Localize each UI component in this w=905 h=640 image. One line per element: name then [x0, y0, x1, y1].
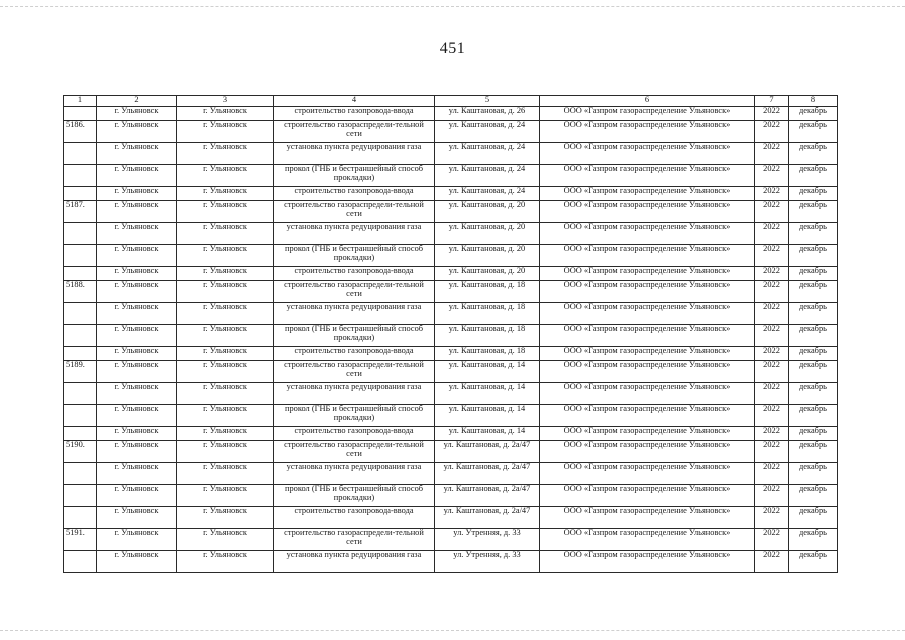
row-number-cell: 5189.: [64, 361, 97, 383]
municipality-cell: г. Ульяновск: [97, 427, 177, 441]
year-cell: 2022: [755, 303, 789, 325]
settlement-cell: г. Ульяновск: [177, 165, 274, 187]
row-number-cell: [64, 347, 97, 361]
organization-cell: ООО «Газпром газораспределение Ульяновск»: [540, 383, 755, 405]
row-number-cell: [64, 187, 97, 201]
table-row: [64, 463, 838, 485]
address-cell: ул. Каштановая, д. 18: [435, 303, 540, 325]
row-number-cell: 5187.: [64, 201, 97, 223]
address-cell: ул. Каштановая, д. 14: [435, 405, 540, 427]
work-type-cell: строительство газопровода-ввода: [274, 427, 435, 441]
address-cell: ул. Каштановая, д. 20: [435, 201, 540, 223]
municipality-cell: г. Ульяновск: [97, 551, 177, 573]
municipality-cell: г. Ульяновск: [97, 325, 177, 347]
municipality-cell: г. Ульяновск: [97, 303, 177, 325]
settlement-cell: г. Ульяновск: [177, 325, 274, 347]
address-cell: ул. Каштановая, д. 24: [435, 187, 540, 201]
month-cell: декабрь: [789, 383, 838, 405]
header-row: [64, 96, 838, 107]
settlement-cell: г. Ульяновск: [177, 427, 274, 441]
year-cell: 2022: [755, 529, 789, 551]
year-cell: 2022: [755, 361, 789, 383]
address-cell: ул. Каштановая, д. 18: [435, 325, 540, 347]
table-row: [64, 347, 838, 361]
month-cell: декабрь: [789, 507, 838, 529]
settlement-cell: г. Ульяновск: [177, 551, 274, 573]
table-row: [64, 143, 838, 165]
month-cell: декабрь: [789, 223, 838, 245]
table-row: [64, 405, 838, 427]
month-cell: декабрь: [789, 245, 838, 267]
header-cell-3: 3: [177, 96, 274, 107]
organization-cell: ООО «Газпром газораспределение Ульяновск»: [540, 463, 755, 485]
work-type-cell: установка пункта редуцирования газа: [274, 303, 435, 325]
row-number-cell: [64, 507, 97, 529]
row-number-cell: [64, 383, 97, 405]
year-cell: 2022: [755, 201, 789, 223]
year-cell: 2022: [755, 485, 789, 507]
organization-cell: ООО «Газпром газораспределение Ульяновск»: [540, 303, 755, 325]
row-number-cell: [64, 485, 97, 507]
municipality-cell: г. Ульяновск: [97, 201, 177, 223]
address-cell: ул. Утренняя, д. 33: [435, 551, 540, 573]
work-type-cell: установка пункта редуцирования газа: [274, 383, 435, 405]
table-row: [64, 361, 838, 383]
municipality-cell: г. Ульяновск: [97, 223, 177, 245]
settlement-cell: г. Ульяновск: [177, 223, 274, 245]
year-cell: 2022: [755, 441, 789, 463]
settlement-cell: г. Ульяновск: [177, 507, 274, 529]
table-row: [64, 507, 838, 529]
settlement-cell: г. Ульяновск: [177, 143, 274, 165]
settlement-cell: г. Ульяновск: [177, 201, 274, 223]
organization-cell: ООО «Газпром газораспределение Ульяновск»: [540, 507, 755, 529]
settlement-cell: г. Ульяновск: [177, 121, 274, 143]
work-type-cell: строительство газораспредели-тельной сети: [274, 529, 435, 551]
row-number-cell: [64, 303, 97, 325]
row-number-cell: [64, 245, 97, 267]
work-type-cell: прокол (ГНБ и бестраншейный способ прокладки): [274, 325, 435, 347]
organization-cell: ООО «Газпром газораспределение Ульяновск»: [540, 325, 755, 347]
row-number-cell: [64, 107, 97, 121]
year-cell: 2022: [755, 245, 789, 267]
month-cell: декабрь: [789, 427, 838, 441]
month-cell: декабрь: [789, 267, 838, 281]
municipality-cell: г. Ульяновск: [97, 463, 177, 485]
table-row: [64, 245, 838, 267]
scan-edge-bottom: [0, 630, 905, 632]
month-cell: декабрь: [789, 107, 838, 121]
year-cell: 2022: [755, 463, 789, 485]
address-cell: ул. Каштановая, д. 14: [435, 383, 540, 405]
month-cell: декабрь: [789, 187, 838, 201]
municipality-cell: г. Ульяновск: [97, 245, 177, 267]
work-type-cell: строительство газораспредели-тельной сети: [274, 281, 435, 303]
table-row: [64, 529, 838, 551]
settlement-cell: г. Ульяновск: [177, 441, 274, 463]
work-type-cell: установка пункта редуцирования газа: [274, 143, 435, 165]
address-cell: ул. Каштановая, д. 26: [435, 107, 540, 121]
month-cell: декабрь: [789, 143, 838, 165]
row-number-cell: 5186.: [64, 121, 97, 143]
settlement-cell: г. Ульяновск: [177, 245, 274, 267]
work-type-cell: строительство газораспредели-тельной сети: [274, 361, 435, 383]
organization-cell: ООО «Газпром газораспределение Ульяновск»: [540, 121, 755, 143]
row-number-cell: [64, 405, 97, 427]
header-cell-8: 8: [789, 96, 838, 107]
table-row: [64, 551, 838, 573]
header-cell-6: 6: [540, 96, 755, 107]
settlement-cell: г. Ульяновск: [177, 267, 274, 281]
organization-cell: ООО «Газпром газораспределение Ульяновск»: [540, 361, 755, 383]
row-number-cell: [64, 143, 97, 165]
organization-cell: ООО «Газпром газораспределение Ульяновск»: [540, 405, 755, 427]
settlement-cell: г. Ульяновск: [177, 529, 274, 551]
table-row: [64, 165, 838, 187]
year-cell: 2022: [755, 507, 789, 529]
address-cell: ул. Каштановая, д. 24: [435, 121, 540, 143]
table-row: [64, 223, 838, 245]
year-cell: 2022: [755, 121, 789, 143]
table-row: [64, 121, 838, 143]
month-cell: декабрь: [789, 361, 838, 383]
work-type-cell: прокол (ГНБ и бестраншейный способ прокладки): [274, 165, 435, 187]
row-number-cell: [64, 165, 97, 187]
work-type-cell: строительство газопровода-ввода: [274, 347, 435, 361]
work-type-cell: установка пункта редуцирования газа: [274, 223, 435, 245]
table-row: [64, 441, 838, 463]
organization-cell: ООО «Газпром газораспределение Ульяновск»: [540, 551, 755, 573]
organization-cell: ООО «Газпром газораспределение Ульяновск»: [540, 107, 755, 121]
address-cell: ул. Каштановая, д. 2а/47: [435, 441, 540, 463]
work-type-cell: строительство газопровода-ввода: [274, 507, 435, 529]
table-row: [64, 485, 838, 507]
year-cell: 2022: [755, 143, 789, 165]
month-cell: декабрь: [789, 485, 838, 507]
municipality-cell: г. Ульяновск: [97, 281, 177, 303]
organization-cell: ООО «Газпром газораспределение Ульяновск»: [540, 201, 755, 223]
work-type-cell: строительство газопровода-ввода: [274, 187, 435, 201]
row-number-cell: 5191.: [64, 529, 97, 551]
settlement-cell: г. Ульяновск: [177, 361, 274, 383]
row-number-cell: [64, 427, 97, 441]
month-cell: декабрь: [789, 165, 838, 187]
header-cell-5: 5: [435, 96, 540, 107]
year-cell: 2022: [755, 551, 789, 573]
project-table: [63, 95, 838, 573]
year-cell: 2022: [755, 427, 789, 441]
row-number-cell: [64, 325, 97, 347]
work-type-cell: строительство газораспредели-тельной сети: [274, 201, 435, 223]
address-cell: ул. Каштановая, д. 14: [435, 361, 540, 383]
address-cell: ул. Каштановая, д. 24: [435, 165, 540, 187]
work-type-cell: строительство газопровода-ввода: [274, 107, 435, 121]
header-cell-4: 4: [274, 96, 435, 107]
year-cell: 2022: [755, 223, 789, 245]
month-cell: декабрь: [789, 405, 838, 427]
settlement-cell: г. Ульяновск: [177, 281, 274, 303]
municipality-cell: г. Ульяновск: [97, 347, 177, 361]
organization-cell: ООО «Газпром газораспределение Ульяновск»: [540, 187, 755, 201]
address-cell: ул. Каштановая, д. 14: [435, 427, 540, 441]
month-cell: декабрь: [789, 347, 838, 361]
municipality-cell: г. Ульяновск: [97, 121, 177, 143]
work-type-cell: прокол (ГНБ и бестраншейный способ прокладки): [274, 405, 435, 427]
municipality-cell: г. Ульяновск: [97, 441, 177, 463]
table-row: [64, 281, 838, 303]
address-cell: ул. Утренняя, д. 33: [435, 529, 540, 551]
settlement-cell: г. Ульяновск: [177, 485, 274, 507]
year-cell: 2022: [755, 405, 789, 427]
municipality-cell: г. Ульяновск: [97, 107, 177, 121]
address-cell: ул. Каштановая, д. 2а/47: [435, 485, 540, 507]
municipality-cell: г. Ульяновск: [97, 143, 177, 165]
year-cell: 2022: [755, 187, 789, 201]
month-cell: декабрь: [789, 303, 838, 325]
settlement-cell: г. Ульяновск: [177, 303, 274, 325]
table-row: [64, 187, 838, 201]
organization-cell: ООО «Газпром газораспределение Ульяновск»: [540, 245, 755, 267]
organization-cell: ООО «Газпром газораспределение Ульяновск»: [540, 165, 755, 187]
address-cell: ул. Каштановая, д. 20: [435, 245, 540, 267]
organization-cell: ООО «Газпром газораспределение Ульяновск»: [540, 347, 755, 361]
table-row: [64, 201, 838, 223]
month-cell: декабрь: [789, 463, 838, 485]
row-number-cell: 5190.: [64, 441, 97, 463]
month-cell: декабрь: [789, 551, 838, 573]
row-number-cell: [64, 551, 97, 573]
address-cell: ул. Каштановая, д. 2а/47: [435, 463, 540, 485]
table-body: [64, 96, 838, 573]
organization-cell: ООО «Газпром газораспределение Ульяновск»: [540, 281, 755, 303]
municipality-cell: г. Ульяновск: [97, 485, 177, 507]
work-type-cell: строительство газопровода-ввода: [274, 267, 435, 281]
municipality-cell: г. Ульяновск: [97, 361, 177, 383]
work-type-cell: прокол (ГНБ и бестраншейный способ прокладки): [274, 485, 435, 507]
organization-cell: ООО «Газпром газораспределение Ульяновск»: [540, 143, 755, 165]
organization-cell: ООО «Газпром газораспределение Ульяновск»: [540, 485, 755, 507]
table-row: [64, 427, 838, 441]
municipality-cell: г. Ульяновск: [97, 187, 177, 201]
settlement-cell: г. Ульяновск: [177, 383, 274, 405]
municipality-cell: г. Ульяновск: [97, 383, 177, 405]
month-cell: декабрь: [789, 529, 838, 551]
table-row: [64, 303, 838, 325]
municipality-cell: г. Ульяновск: [97, 405, 177, 427]
year-cell: 2022: [755, 347, 789, 361]
settlement-cell: г. Ульяновск: [177, 405, 274, 427]
municipality-cell: г. Ульяновск: [97, 529, 177, 551]
municipality-cell: г. Ульяновск: [97, 507, 177, 529]
settlement-cell: г. Ульяновск: [177, 463, 274, 485]
address-cell: ул. Каштановая, д. 18: [435, 281, 540, 303]
settlement-cell: г. Ульяновск: [177, 107, 274, 121]
month-cell: декабрь: [789, 121, 838, 143]
address-cell: ул. Каштановая, д. 2а/47: [435, 507, 540, 529]
year-cell: 2022: [755, 107, 789, 121]
work-type-cell: строительство газораспредели-тельной сети: [274, 441, 435, 463]
month-cell: декабрь: [789, 441, 838, 463]
organization-cell: ООО «Газпром газораспределение Ульяновск»: [540, 427, 755, 441]
organization-cell: ООО «Газпром газораспределение Ульяновск»: [540, 267, 755, 281]
row-number-cell: [64, 223, 97, 245]
row-number-cell: [64, 267, 97, 281]
header-cell-1: 1: [64, 96, 97, 107]
year-cell: 2022: [755, 383, 789, 405]
municipality-cell: г. Ульяновск: [97, 165, 177, 187]
settlement-cell: г. Ульяновск: [177, 187, 274, 201]
organization-cell: ООО «Газпром газораспределение Ульяновск»: [540, 441, 755, 463]
work-type-cell: установка пункта редуцирования газа: [274, 463, 435, 485]
work-type-cell: установка пункта редуцирования газа: [274, 551, 435, 573]
work-type-cell: строительство газораспредели-тельной сети: [274, 121, 435, 143]
scan-edge-top: [0, 6, 905, 8]
municipality-cell: г. Ульяновск: [97, 267, 177, 281]
year-cell: 2022: [755, 325, 789, 347]
address-cell: ул. Каштановая, д. 20: [435, 223, 540, 245]
table-row: [64, 107, 838, 121]
row-number-cell: 5188.: [64, 281, 97, 303]
year-cell: 2022: [755, 267, 789, 281]
page-number: 451: [439, 40, 466, 57]
address-cell: ул. Каштановая, д. 18: [435, 347, 540, 361]
organization-cell: ООО «Газпром газораспределение Ульяновск»: [540, 223, 755, 245]
organization-cell: ООО «Газпром газораспределение Ульяновск»: [540, 529, 755, 551]
table-row: [64, 325, 838, 347]
row-number-cell: [64, 463, 97, 485]
address-cell: ул. Каштановая, д. 24: [435, 143, 540, 165]
month-cell: декабрь: [789, 201, 838, 223]
table-row: [64, 267, 838, 281]
year-cell: 2022: [755, 165, 789, 187]
header-cell-2: 2: [97, 96, 177, 107]
header-cell-7: 7: [755, 96, 789, 107]
settlement-cell: г. Ульяновск: [177, 347, 274, 361]
table-row: [64, 383, 838, 405]
month-cell: декабрь: [789, 281, 838, 303]
month-cell: декабрь: [789, 325, 838, 347]
address-cell: ул. Каштановая, д. 20: [435, 267, 540, 281]
year-cell: 2022: [755, 281, 789, 303]
work-type-cell: прокол (ГНБ и бестраншейный способ прокладки): [274, 245, 435, 267]
